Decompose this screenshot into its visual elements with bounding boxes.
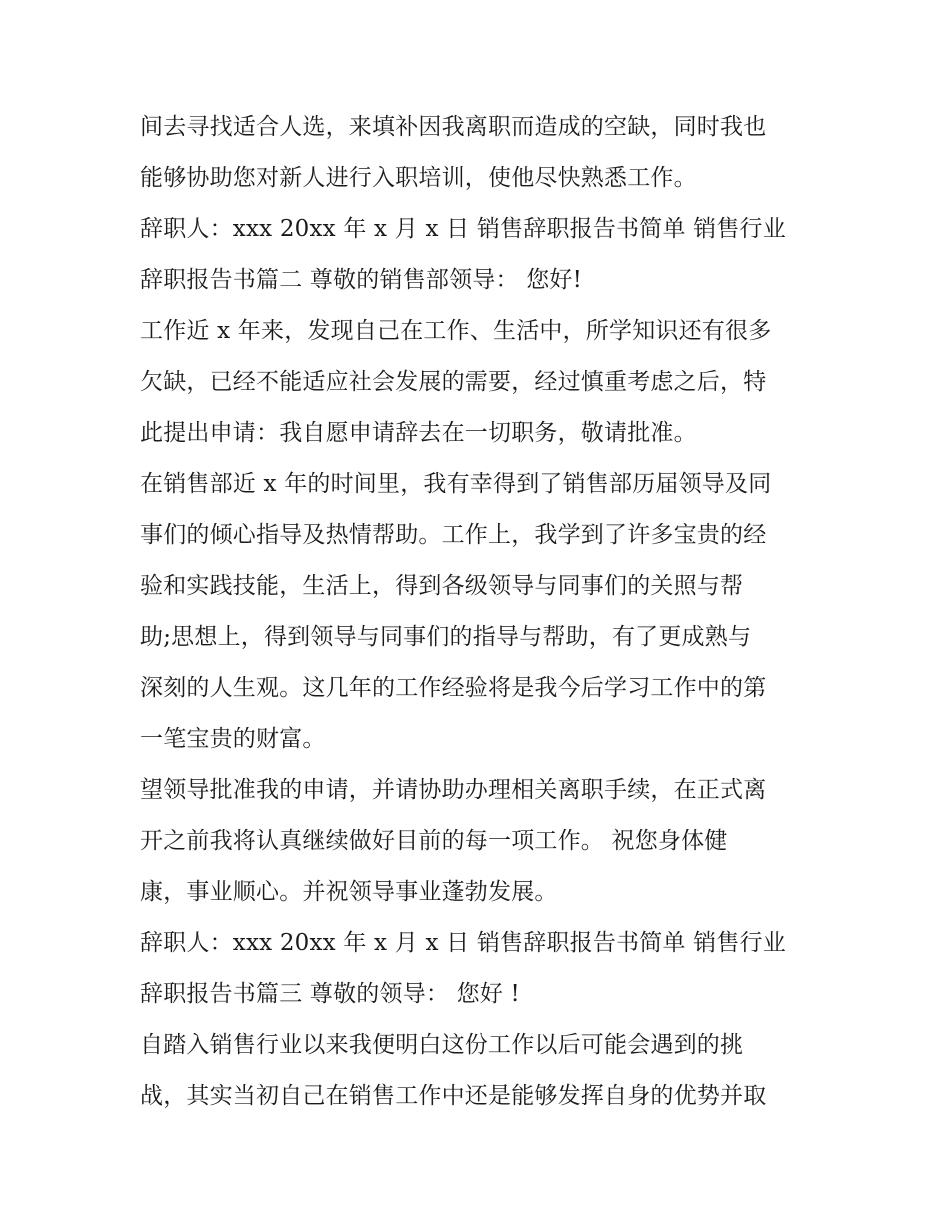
text-line: 欠缺，已经不能适应社会发展的需要，经过慎重考虑之后，特 bbox=[140, 369, 767, 395]
text-line: 间去寻找适合人选，来填补因我离职而造成的空缺，同时我也 bbox=[140, 114, 767, 140]
text-line: 康，事业顺心。并祝领导事业蓬勃发展。 bbox=[140, 879, 558, 905]
text-line: 深刻的人生观。这几年的工作经验将是我今后学习工作中的第 bbox=[140, 675, 767, 701]
text-line: 自踏入销售行业以来我便明白这份工作以后可能会遇到的挑 bbox=[140, 1032, 744, 1058]
text-line: 在销售部近 x 年的时间里，我有幸得到了销售部历届领导及同 bbox=[140, 471, 772, 497]
text-line: 一笔宝贵的财富。 bbox=[140, 726, 326, 752]
text-line: 开之前我将认真继续做好目前的每一项工作。 祝您身体健 bbox=[140, 828, 728, 854]
text-line: 此提出申请：我自愿申请辞去在一切职务，敬请批准。 bbox=[140, 420, 697, 446]
text-line: 验和实践技能，生活上，得到各级领导与同事们的关照与帮 bbox=[140, 573, 744, 599]
document-body bbox=[140, 102, 820, 1122]
text-line: 辞职报告书篇二 尊敬的销售部领导： 您好! bbox=[140, 267, 583, 293]
text-line: 战，其实当初自己在销售工作中还是能够发挥自身的优势并取 bbox=[140, 1083, 767, 1109]
text-line: 事们的倾心指导及热情帮助。工作上，我学到了许多宝贵的经 bbox=[140, 522, 767, 548]
text-line: 望领导批准我的申请，并请协助办理相关离职手续，在正式离 bbox=[140, 777, 767, 803]
text-line: 辞职报告书篇三 尊敬的领导： 您好 ! bbox=[140, 981, 520, 1007]
text-line: 辞职人：xxx 20xx 年 x 月 x 日 销售辞职报告书简单 销售行业 bbox=[140, 216, 786, 242]
text-line: 辞职人：xxx 20xx 年 x 月 x 日 销售辞职报告书简单 销售行业 bbox=[140, 930, 786, 956]
text-line: 助;思想上，得到领导与同事们的指导与帮助，有了更成熟与 bbox=[140, 624, 752, 650]
text-line: 工作近 x 年来，发现自己在工作、生活中，所学知识还有很多 bbox=[140, 318, 772, 344]
text-line: 能够协助您对新人进行入职培训，使他尽快熟悉工作。 bbox=[140, 165, 697, 191]
